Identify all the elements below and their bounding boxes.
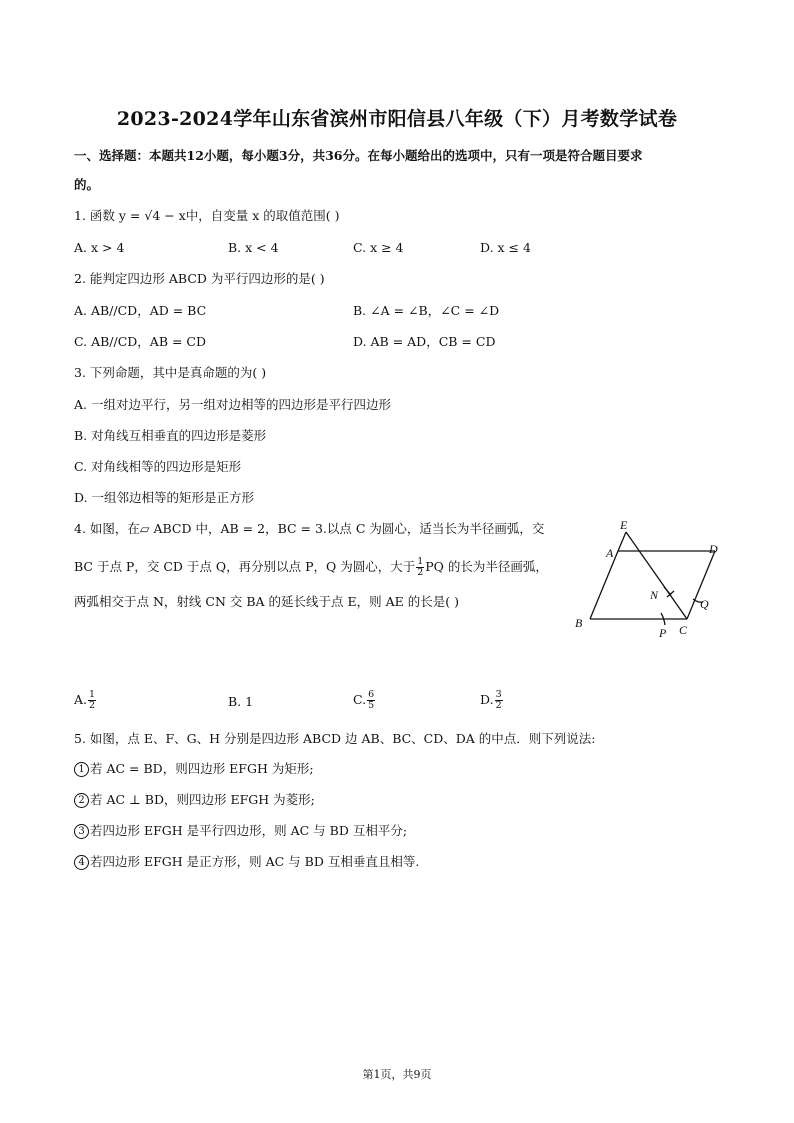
q3-option-c: C. 对角线相等的四边形是矩形 — [74, 459, 242, 474]
q4-option-d: D. $\frac{3}{2}$ — [480, 689, 502, 711]
q1-option-b: B. x < 4 — [228, 240, 279, 255]
q4-stem-line2-end: PQ 的长为半径画弧， — [425, 559, 548, 574]
q2-stem: 2. 能判定四边形 ABCD 为平行四边形的是( ) — [74, 271, 325, 286]
q5-item-1: 1 若 AC = BD，则四边形 EFGH 为矩形; — [74, 761, 314, 777]
q4-option-d-fraction: $\frac{3}{2}$ — [495, 689, 502, 711]
page-footer: 第1页，共9页 — [362, 1068, 432, 1081]
q3-option-a: A. 一组对边平行，另一组对边相等的四边形是平行四边形 — [74, 397, 391, 412]
q4-stem-line2-start: BC 于点 P，交 CD 于点 Q，再分别以点 P，Q 为圆心，大于 — [74, 559, 416, 574]
exam-title: 2023-2024学年山东省滨州市阳信县八年级（下）月考数学试卷 — [116, 108, 678, 130]
q4-fraction-den: 2 — [417, 567, 424, 578]
q3-stem: 3. 下列命题，其中是真命题的为( ) — [74, 365, 267, 380]
q3-option-b: B. 对角线互相垂直的四边形是菱形 — [74, 428, 267, 443]
circled-3-mark: 3 — [74, 824, 89, 839]
q4-option-a-fraction: $\frac{1}{2}$ — [89, 689, 96, 711]
q1-stem: 1. 函数 y = √4 − x中，自变量 x 的取值范围( ) — [74, 208, 340, 223]
q4-option-a: A. $\frac{1}{2}$ — [74, 689, 96, 711]
q5-item-2: 2 若 AC ⊥ BD，则四边形 EFGH 为菱形; — [74, 792, 315, 808]
q5-item-3: 3 若四边形 EFGH 是平行四边形，则 AC 与 BD 互相平分; — [74, 823, 407, 839]
parallelogram-figure — [560, 515, 760, 640]
section-heading-line1: 一、选择题：本题共12小题，每小题3分，共36分。在每小题给出的选项中，只有一项是符合题目要求 — [74, 148, 643, 163]
label-q: Q — [700, 597, 709, 611]
label-e: E — [620, 518, 628, 532]
q4-fraction-num: 1 — [417, 556, 424, 567]
q4-stem-line3: 两弧相交于点 N，射线 CN 交 BA 的延长线于点 E，则 AE 的长是( ) — [74, 594, 459, 609]
circled-4-mark: 4 — [74, 855, 89, 870]
label-c: C — [679, 623, 688, 637]
ray-ce — [626, 532, 687, 619]
q4-fraction — [416, 557, 424, 578]
q1-option-d: D. x ≤ 4 — [480, 240, 531, 255]
q2-option-d: D. AB = AD，CB = CD — [353, 334, 496, 349]
segment-ae — [618, 532, 626, 551]
circled-1-mark: 1 — [74, 762, 89, 777]
q1-option-a: A. x > 4 — [74, 240, 125, 255]
q2-option-b: B. ∠A = ∠B，∠C = ∠D — [353, 303, 500, 318]
q4-stem-line1: 4. 如图，在▱ ABCD 中，AB = 2，BC = 3.以点 C 为圆心，适当长为半径画弧，交 — [74, 521, 545, 536]
section-heading-line2: 的。 — [74, 177, 100, 192]
label-d: D — [709, 542, 718, 556]
q5-stem: 5. 如图，点 E、F、G、H 分别是四边形 ABCD 边 AB、BC、CD、DA 的中点．则下列说法: — [74, 731, 596, 746]
label-b: B — [575, 616, 583, 630]
q4-stem-line2 — [74, 557, 548, 578]
q4-option-c: C. $\frac{6}{5}$ — [353, 689, 375, 711]
label-p: P — [659, 626, 667, 640]
q4-option-c-fraction: $\frac{6}{5}$ — [368, 689, 375, 711]
q1-option-c: C. x ≥ 4 — [353, 240, 404, 255]
q5-item-4: 4 若四边形 EFGH 是正方形，则 AC 与 BD 互相垂直且相等. — [74, 854, 419, 870]
label-a: A — [606, 546, 614, 560]
q2-option-c: C. AB//CD，AB = CD — [74, 334, 207, 349]
circled-2-mark: 2 — [74, 793, 89, 808]
q2-option-a: A. AB//CD，AD = BC — [74, 303, 207, 318]
label-n: N — [650, 588, 659, 602]
q4-option-b: B. 1 — [228, 694, 254, 709]
q3-option-d: D. 一组邻边相等的矩形是正方形 — [74, 490, 255, 505]
segment-ba — [590, 551, 618, 619]
